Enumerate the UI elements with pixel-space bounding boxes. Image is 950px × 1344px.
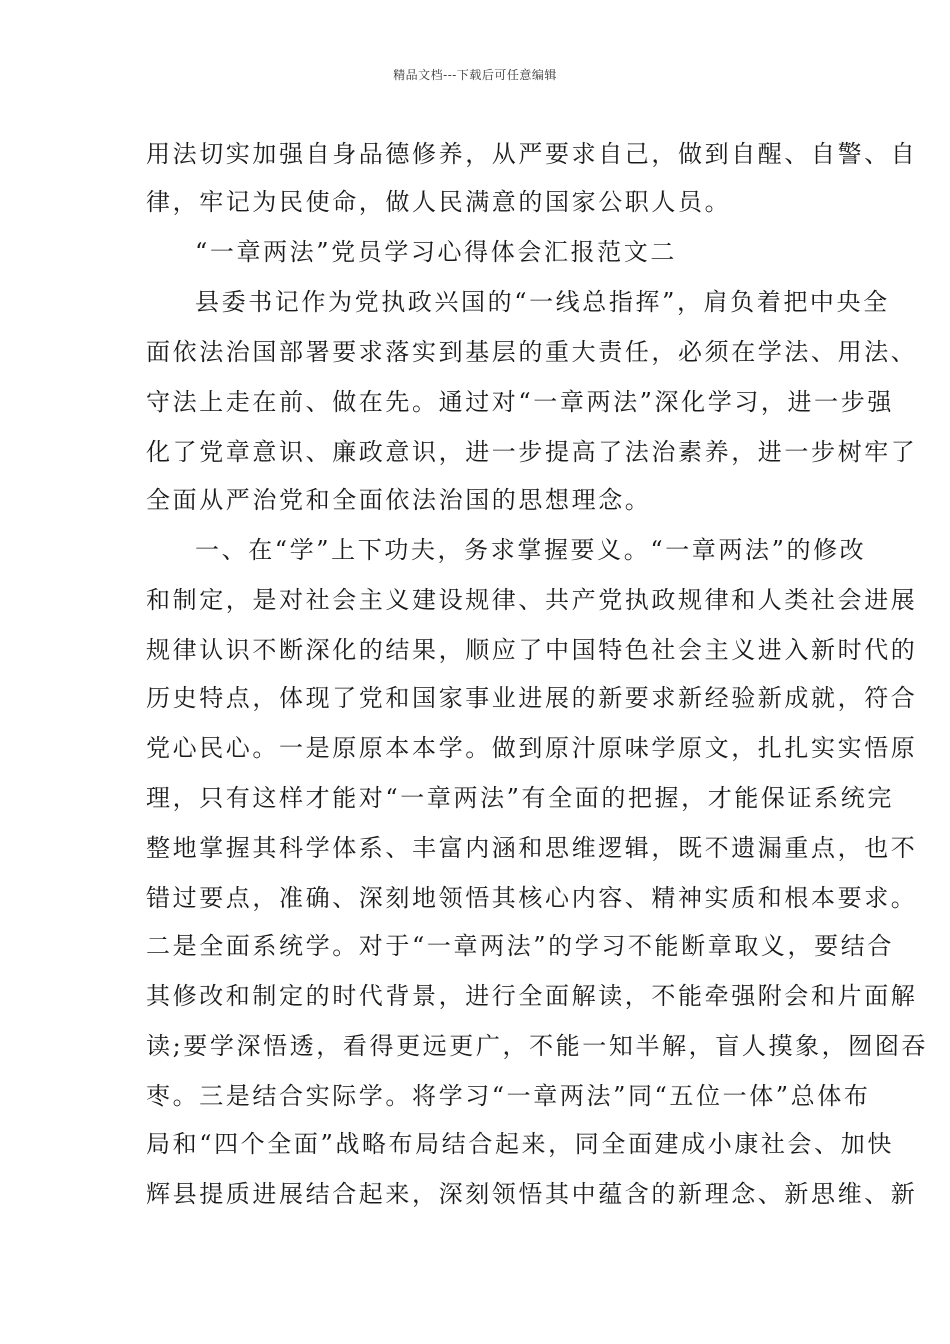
text-line: 规律认识不断深化的结果，顺应了中国特色社会主义进入新时代的 bbox=[146, 636, 918, 664]
text-line: 理，只有这样才能对“一章两法”有全面的把握，才能保证系统完 bbox=[146, 784, 894, 812]
text-line: 守法上走在前、做在先。通过对“一章两法”深化学习，进一步强 bbox=[146, 388, 894, 416]
text-line: 其修改和制定的时代背景，进行全面解读，不能牵强附会和片面解 bbox=[146, 982, 918, 1010]
text-line: 化了党章意识、廉政意识，进一步提高了法治素养，进一步树牢了 bbox=[146, 438, 918, 466]
section-title: “一章两法”党员学习心得体会汇报范文二 bbox=[195, 238, 677, 266]
text-line: 历史特点，体现了党和国家事业进展的新要求新经验新成就，符合 bbox=[146, 684, 918, 712]
text-line: 局和“四个全面”战略布局结合起来，同全面建成小康社会、加快 bbox=[146, 1130, 894, 1158]
text-line: 一、在“学”上下功夫，务求掌握要义。“一章两法”的修改 bbox=[195, 536, 867, 564]
text-line: 党心民心。一是原原本本学。做到原汁原味学原文，扎扎实实悟原 bbox=[146, 734, 918, 762]
text-line: 枣。三是结合实际学。将学习“一章两法”同“五位一体”总体布 bbox=[146, 1082, 871, 1110]
text-line: 和制定，是对社会主义建设规律、共产党执政规律和人类社会进展 bbox=[146, 586, 918, 614]
text-line: 全面从严治党和全面依法治国的思想理念。 bbox=[146, 486, 652, 514]
text-line: 整地掌握其科学体系、丰富内涵和思维逻辑，既不遗漏重点，也不 bbox=[146, 834, 918, 862]
text-line: 读;要学深悟透，看得更远更广，不能一知半解，盲人摸象，囫囵吞 bbox=[146, 1032, 929, 1060]
text-line: 辉县提质进展结合起来，深刻领悟其中蕴含的新理念、新思维、新 bbox=[146, 1180, 918, 1208]
text-line: 律，牢记为民使命，做人民满意的国家公职人员。 bbox=[146, 188, 732, 216]
text-line: 二是全面系统学。对于“一章两法”的学习不能断章取义，要结合 bbox=[146, 932, 894, 960]
text-line: 用法切实加强自身品德修养，从严要求自己，做到自醒、自警、自 bbox=[146, 140, 918, 168]
text-line: 错过要点，准确、深刻地领悟其核心内容、精神实质和根本要求。 bbox=[146, 884, 918, 912]
text-line: 面依法治国部署要求落实到基层的重大责任，必须在学法、用法、 bbox=[146, 338, 918, 366]
text-line: 县委书记作为党执政兴国的“一线总指挥”，肩负着把中央全 bbox=[195, 288, 890, 316]
page-header: 精品文档---下载后可任意编辑 bbox=[393, 68, 557, 82]
